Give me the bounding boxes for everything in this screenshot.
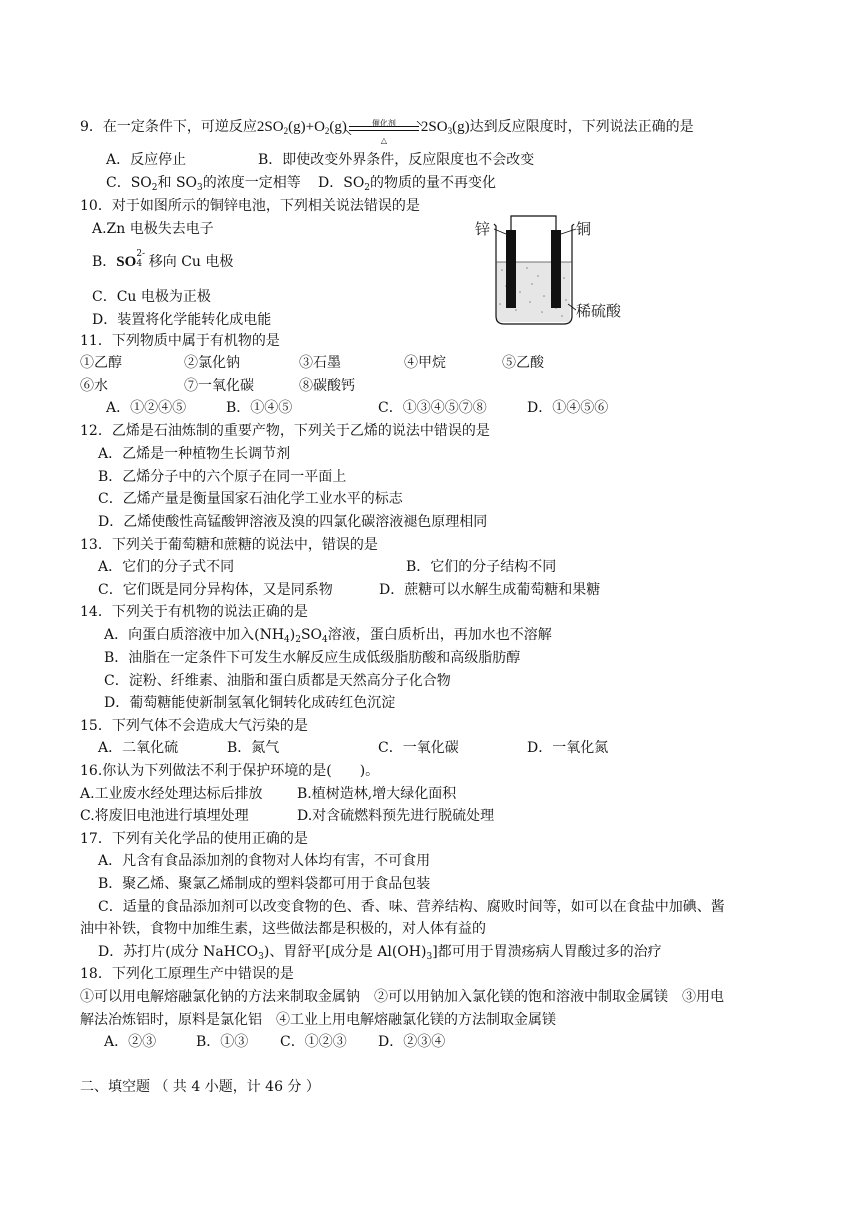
- q11-option-a: A．①②④⑤: [106, 400, 187, 416]
- q15-stem: 15．下列气体不会造成大气污染的是: [80, 718, 308, 734]
- copper-electrode: [551, 230, 561, 308]
- q16-option-d: D.对含硫燃料预先进行脱硫处理: [297, 808, 495, 824]
- q11-item: ⑦一氧化碳: [184, 378, 254, 394]
- q11-option-c: C．①③④⑤⑦⑧: [378, 400, 487, 416]
- q10-stem: 10．对于如图所示的铜锌电池，下列相关说法错误的是: [80, 198, 420, 214]
- q14-option-c: C．淀粉、纤维素、油脂和蛋白质都是天然高分子化合物: [104, 673, 451, 689]
- q18-option-b: B．①③: [196, 1034, 249, 1050]
- q14-stem: 14．下列关于有机物的说法正确的是: [80, 604, 308, 620]
- section-heading-fill-in: 二、填空题 （ 共 4 小题，计 46 分 ）: [80, 1079, 320, 1095]
- q9-option-b: B．即使改变外界条件，反应限度也不会改变: [258, 152, 535, 168]
- q16-option-b: B.植树造林,增大绿化面积: [297, 786, 457, 802]
- q12-option-d: D．乙烯使酸性高锰酸钾溶液及溴的四氯化碳溶液褪色原理相同: [98, 514, 488, 530]
- q11-item: ⑥水: [80, 378, 108, 394]
- q17-option-c-continued: 油中补铁，食物中加维生素，这些做法都是积极的，对人体有益的: [80, 921, 486, 937]
- q18-stem: 18．下列化工原理生产中错误的是: [80, 966, 294, 982]
- reversible-arrow-icon: 催化剂 △: [349, 118, 419, 138]
- q18-body-continued: 解法冶炼铝时，原料是氯化铝 ④工业上用电解熔融氯化镁的方法制取金属镁: [80, 1012, 556, 1028]
- copper-zinc-cell-diagram: [472, 212, 632, 330]
- q9-equation: $2SO_2(g)+O_2(g)$ 催化剂 △ $2SO_3(g)$: [256, 118, 470, 145]
- zinc-electrode: [506, 230, 516, 308]
- q14-option-d: D．葡萄糖能使新制氢氧化铜转化成砖红色沉淀: [104, 695, 396, 711]
- q18-option-a: A．②③: [104, 1034, 157, 1050]
- q10-option-d: D．装置将化学能转化成电能: [92, 312, 272, 328]
- q13-option-d: D．蔗糖可以水解生成葡萄糖和果糖: [379, 582, 601, 598]
- q13-option-a: A．它们的分子式不同: [98, 559, 235, 575]
- q16-stem: 16.你认为下列做法不利于保护环境的是( )。: [80, 763, 380, 779]
- q12-option-a: A．乙烯是一种植物生长调节剂: [98, 446, 291, 462]
- q10-option-b: B．SO 2- 4 移向 Cu 电极: [92, 249, 234, 270]
- q15-option-d: D．一氧化氮: [527, 740, 609, 756]
- q14-option-a: A．向蛋白质溶液中加入$(NH_4)_2SO_4$溶液，蛋白质析出，再加水也不溶解: [104, 627, 552, 645]
- label-dilute-sulfuric-acid: 稀硫酸: [576, 302, 622, 320]
- wire: [511, 216, 556, 230]
- q11-option-d: D．①④⑤⑥: [527, 400, 609, 416]
- q14-option-b: B．油脂在一定条件下可发生水解反应生成低级脂肪酸和高级脂肪醇: [104, 650, 521, 666]
- label-zinc: 锌: [475, 220, 491, 238]
- q17-stem: 17．下列有关化学品的使用正确的是: [80, 831, 308, 847]
- q17-option-b: B．聚乙烯、聚氯乙烯制成的塑料袋都可用于食品包装: [98, 876, 431, 892]
- q11-item: ④甲烷: [404, 355, 446, 371]
- q13-stem: 13．下列关于葡萄糖和蔗糖的说法中，错误的是: [80, 537, 378, 553]
- q12-stem: 12．乙烯是石油炼制的重要产物，下列关于乙烯的说法中错误的是: [80, 423, 490, 439]
- q11-item: ⑤乙酸: [502, 355, 544, 371]
- q13-option-c: C．它们既是同分异构体，又是同系物: [98, 582, 333, 598]
- q17-option-a: A．凡含有食品添加剂的食物对人体均有害，不可食用: [98, 853, 431, 869]
- q13-option-b: B．它们的分子结构不同: [406, 559, 557, 575]
- q15-option-b: B．氮气: [227, 740, 280, 756]
- q11-stem: 11．下列物质中属于有机物的是: [80, 333, 280, 349]
- label-copper: 铜: [576, 220, 592, 238]
- q16-option-a: A.工业废水经处理达标后排放: [80, 786, 263, 802]
- q12-option-c: C．乙烯产量是衡量国家石油化学工业水平的标志: [98, 491, 403, 507]
- q12-option-b: B．乙烯分子中的六个原子在同一平面上: [98, 469, 347, 485]
- q9-stem: 9．在一定条件下，可逆反应$2SO_2(g)+O_2(g)$ 催化剂 △ $2SO_3(g)$达到反应限度时，下列说法正确的是: [80, 118, 694, 145]
- q18-option-c: C．①②③: [280, 1034, 347, 1050]
- q17-option-d: D．苏打片(成分 NaHCO$_3$)、胃舒平[成分是 $Al(OH)_3$]都可用于胃溃疡病人胃酸过多的治疗: [98, 944, 662, 962]
- q16-option-c: C.将废旧电池进行填埋处理: [80, 808, 249, 824]
- q11-item: ⑧碳酸钙: [299, 378, 355, 394]
- q9-option-d: D．$SO_2$的物质的量不再变化: [318, 175, 497, 193]
- q11-item: ③石墨: [299, 355, 341, 371]
- q9-option-c: C．$SO_2$和 $SO_3$的浓度一定相等: [106, 175, 301, 193]
- q11-item: ②氯化钠: [184, 355, 240, 371]
- q18-option-d: D．②③④: [378, 1034, 446, 1050]
- q15-option-c: C．一氧化碳: [378, 740, 459, 756]
- q17-option-c: C．适量的食品添加剂可以改变食物的色、香、味、营养结构、腐败时间等，如可以在食盐中加碘、酱: [98, 899, 725, 915]
- q11-item: ①乙醇: [80, 355, 122, 371]
- q15-option-a: A．二氧化硫: [98, 740, 179, 756]
- q9-option-a: A．反应停止: [106, 152, 187, 168]
- q10-option-c: C．Cu 电极为正极: [92, 289, 211, 305]
- q10-option-a: A.Zn 电极失去电子: [92, 221, 214, 237]
- q18-body: ①可以用电解熔融氯化钠的方法来制取金属钠 ②可以用钠加入氯化镁的饱和溶液中制取金属镁 ③用电: [80, 989, 724, 1005]
- q11-option-b: B．①④⑤: [226, 400, 293, 416]
